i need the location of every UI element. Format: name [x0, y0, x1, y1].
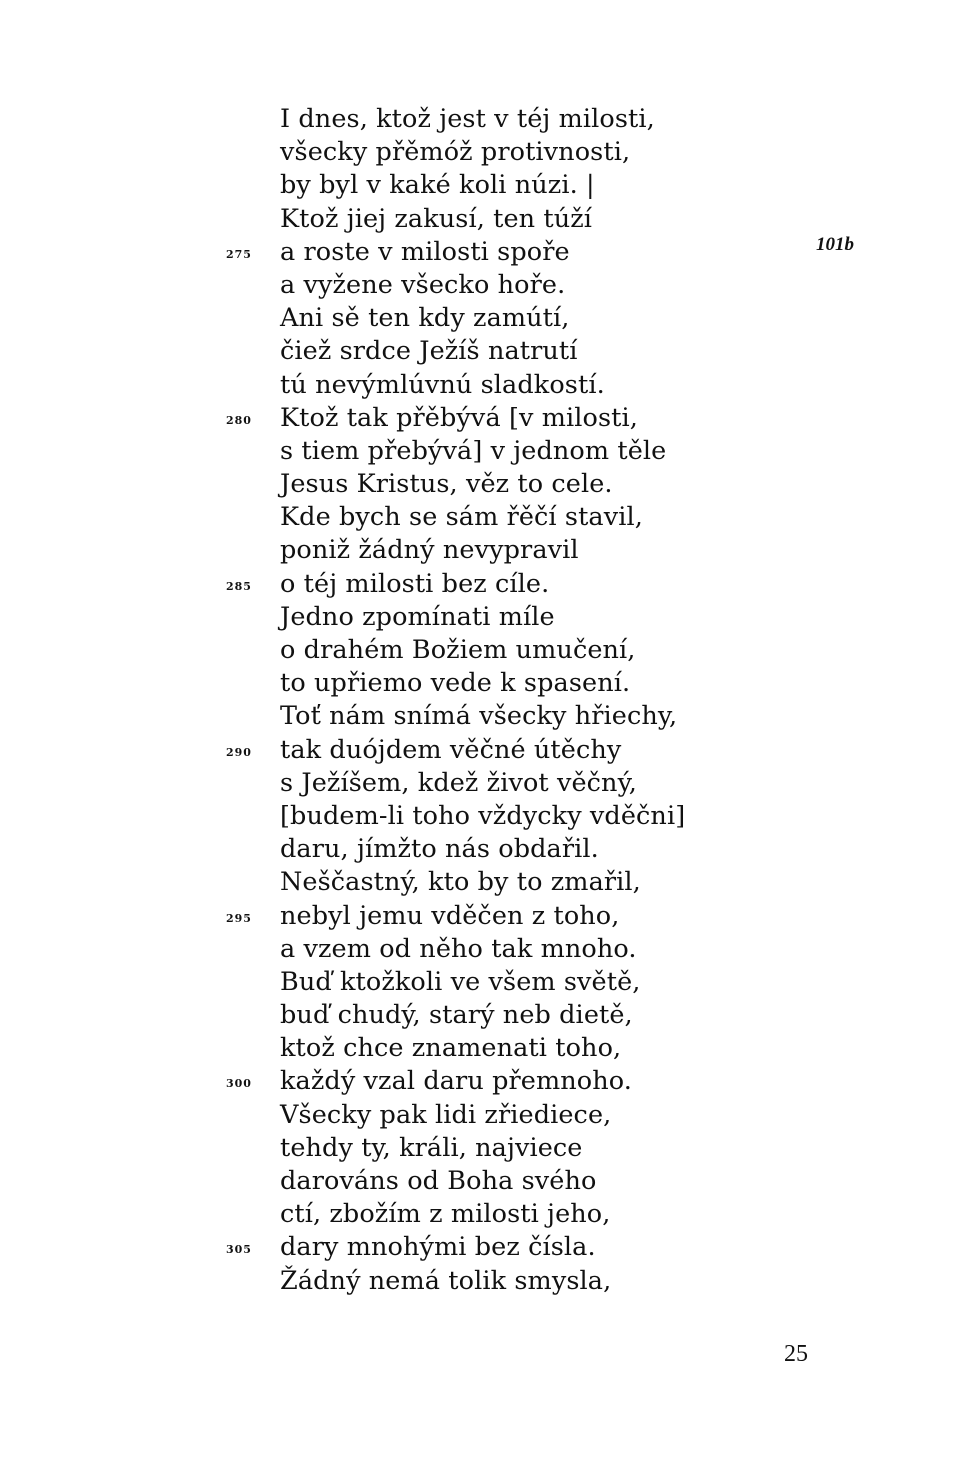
- verse-line: [280, 369, 840, 402]
- verse-line: [280, 800, 840, 833]
- verse-line: [280, 833, 840, 866]
- verse-text: a vyžene všecko hoře.: [280, 269, 566, 300]
- verse-line: [280, 435, 840, 468]
- page-number: 25: [784, 1341, 808, 1367]
- verse-text: tak duójdem věčné útěchy: [280, 734, 622, 765]
- verse-line: [280, 1032, 840, 1065]
- verse-text: ctí, zbožím z milosti jeho,: [280, 1199, 611, 1230]
- verse-line: [280, 501, 840, 534]
- verse-text: dary mnohými bez čísla.: [280, 1232, 596, 1263]
- verse-line: [226, 1231, 840, 1264]
- verse-line: [280, 601, 840, 634]
- verse-text: o drahém Božiem umučení,: [280, 635, 636, 665]
- verse-text: by byl v kaké koli núzi. |: [280, 170, 595, 201]
- verse-line: [280, 933, 840, 966]
- verse-line: [226, 236, 840, 269]
- verse-text: Ani sě ten kdy zamútí,: [280, 303, 570, 334]
- verse-text: [budem-li toho vždycky vděčni]: [280, 800, 686, 831]
- verse-text: nebyl jemu vděčen z toho,: [280, 900, 620, 931]
- verse-text: čiež srdce Ježíš natrutí: [280, 336, 578, 367]
- verse-line: [226, 568, 840, 601]
- verse-text: a vzem od něho tak mnoho.: [280, 933, 637, 964]
- verse-line: [280, 634, 840, 667]
- line-number: 295: [226, 911, 252, 925]
- verse-text: Ktož tak přěbývá [v milosti,: [280, 402, 638, 433]
- verse-text: Žádný nemá tolik smysla,: [280, 1265, 612, 1296]
- verse-text: každý vzal daru přemnoho.: [280, 1066, 632, 1097]
- verse-block: [226, 103, 840, 1298]
- verse-line: [280, 1099, 840, 1132]
- verse-text: poniž žádný nevypravil: [280, 535, 579, 566]
- verse-line: [280, 103, 840, 136]
- verse-line: [280, 1165, 840, 1198]
- verse-text: buď chudý, starý neb dietě,: [280, 1000, 633, 1031]
- verse-line: [226, 900, 840, 933]
- verse-text: tú nevýmlúvnú sladkostí.: [280, 369, 605, 400]
- verse-line: [280, 203, 840, 236]
- verse-text: s tiem přebývá] v jednom těle: [280, 435, 667, 466]
- verse-line: [280, 999, 840, 1032]
- verse-line: [280, 269, 840, 302]
- verse-text: daru, jímžto nás obdařil.: [280, 834, 599, 865]
- verse-line: [280, 767, 840, 800]
- verse-line: [226, 734, 840, 767]
- verse-text: Buď ktožkoli ve všem světě,: [280, 966, 641, 997]
- verse-text: Všecky pak lidi zřiediece,: [280, 1099, 612, 1130]
- line-number: 290: [226, 745, 252, 759]
- line-number: 285: [226, 579, 252, 593]
- verse-text: Neščastný, kto by to zmařil,: [280, 867, 641, 898]
- verse-text: Jesus Kristus, věz to cele.: [280, 469, 613, 500]
- verse-line: [280, 534, 840, 567]
- line-number: 305: [226, 1243, 252, 1257]
- verse-line: [280, 468, 840, 501]
- line-number: 300: [226, 1077, 252, 1091]
- line-number: 280: [226, 413, 252, 427]
- verse-text: Kde bych se sám řěčí stavil,: [280, 502, 643, 533]
- verse-text: Toť nám snímá všecky hřiechy,: [280, 701, 678, 732]
- verse-text: tehdy ty, králi, najviece: [280, 1132, 583, 1163]
- verse-line: [226, 1065, 840, 1098]
- verse-line: [280, 700, 840, 733]
- verse-line: [280, 667, 840, 700]
- verse-line: [280, 966, 840, 999]
- verse-line: [280, 1265, 840, 1298]
- verse-line: [280, 1132, 840, 1165]
- folio-marker: 101b: [816, 234, 854, 255]
- verse-line: [280, 169, 840, 202]
- verse-line: [280, 1198, 840, 1231]
- verse-text: a roste v milosti spoře: [280, 236, 570, 267]
- verse-text: to upřiemo vede k spasení.: [280, 668, 631, 699]
- verse-text: s Ježíšem, kdež život věčný,: [280, 767, 637, 798]
- verse-text: o téj milosti bez cíle.: [280, 568, 550, 599]
- verse-text: ktož chce znamenati toho,: [280, 1033, 622, 1064]
- verse-line: [280, 866, 840, 899]
- verse-line: [280, 302, 840, 335]
- verse-text: všecky přěmóž protivnosti,: [280, 137, 631, 168]
- verse-line: [280, 335, 840, 368]
- verse-line: [226, 402, 840, 435]
- verse-line: [280, 136, 840, 169]
- line-number: 275: [226, 247, 252, 261]
- verse-text: darováns od Boha svého: [280, 1166, 597, 1196]
- verse-text: Jedno zpomínati míle: [280, 601, 555, 632]
- verse-text: Ktož jiej zakusí, ten túží: [280, 203, 593, 234]
- verse-text: I dnes, ktož jest v téj milosti,: [280, 104, 655, 134]
